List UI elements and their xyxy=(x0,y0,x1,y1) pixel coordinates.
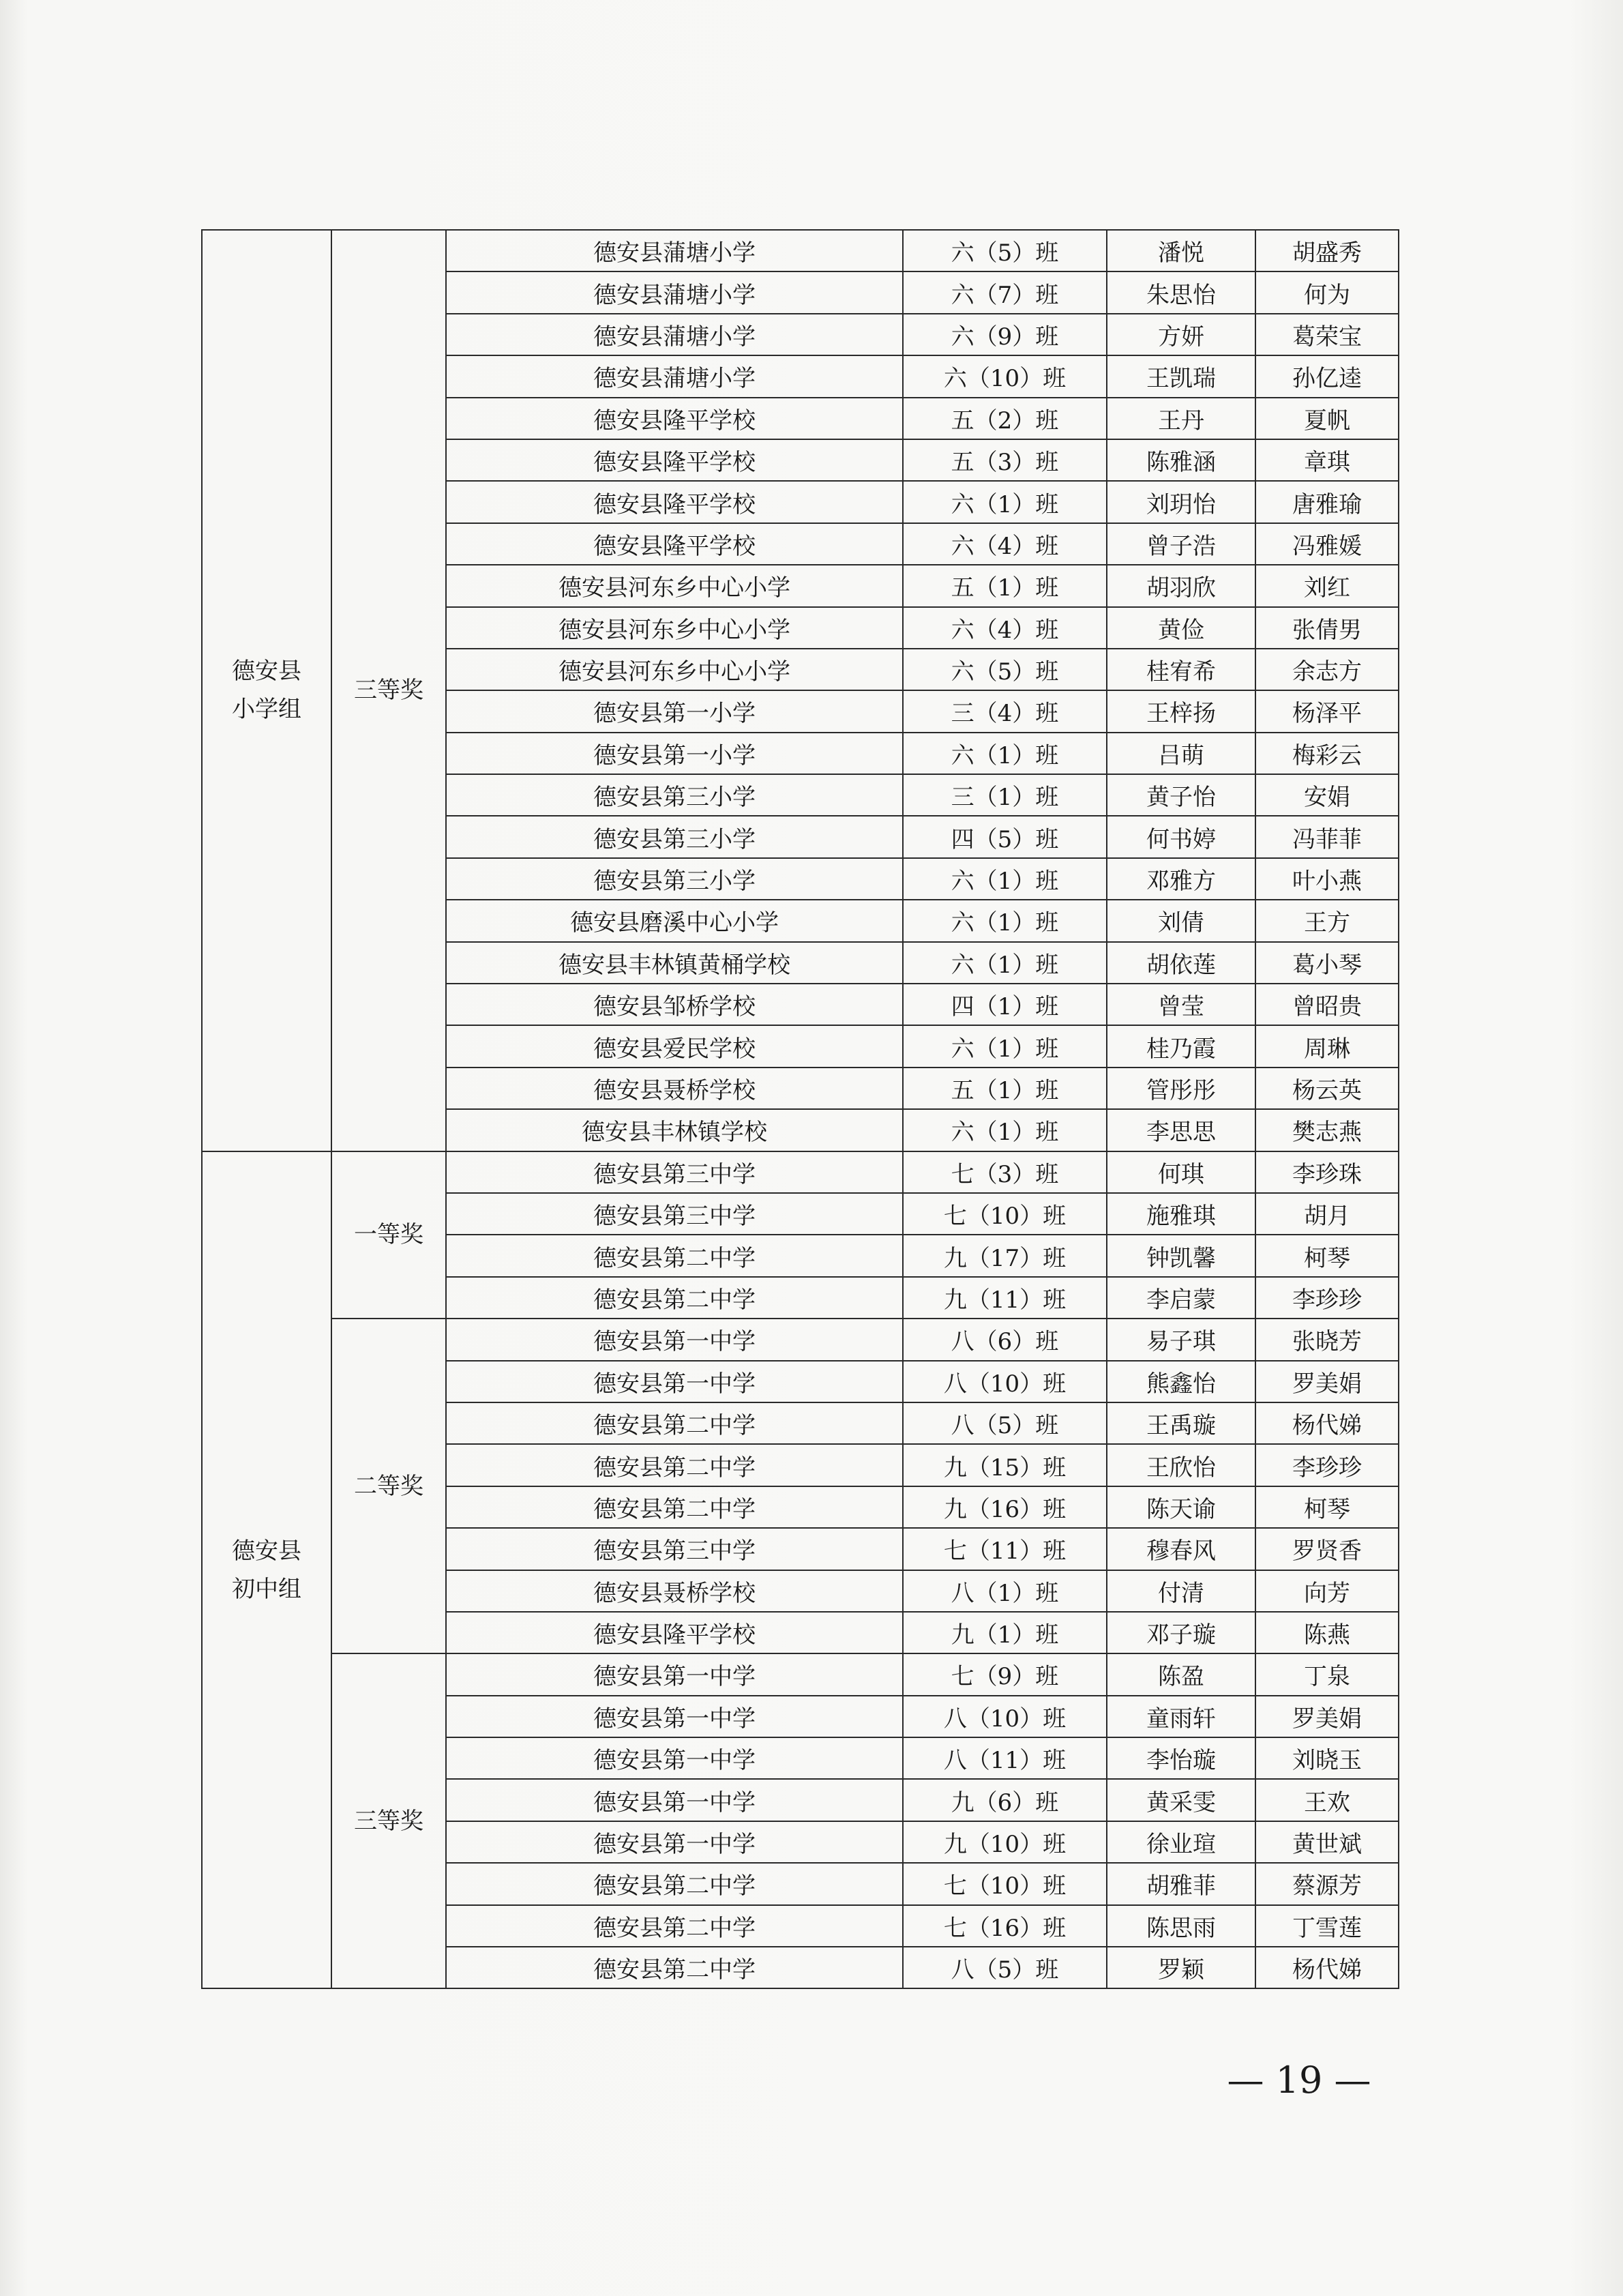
school-cell: 德安县河东乡中心小学 xyxy=(446,607,903,649)
table-row xyxy=(202,1653,1399,1695)
school-cell: 德安县第一中学 xyxy=(446,1737,903,1779)
school-cell: 德安县第二中学 xyxy=(446,1277,903,1319)
teacher-cell: 丁泉 xyxy=(1255,1653,1399,1695)
class-cell: 八（10）班 xyxy=(903,1361,1107,1402)
teacher-cell: 杨泽平 xyxy=(1255,690,1399,732)
class-cell: 六（4）班 xyxy=(903,607,1107,649)
class-cell: 六（10）班 xyxy=(903,355,1107,397)
student-cell: 穆春风 xyxy=(1107,1528,1255,1570)
teacher-cell: 胡盛秀 xyxy=(1255,230,1399,271)
school-cell: 德安县邹桥学校 xyxy=(446,984,903,1025)
teacher-cell: 刘红 xyxy=(1255,565,1399,606)
teacher-cell: 张倩男 xyxy=(1255,607,1399,649)
class-cell: 八（11）班 xyxy=(903,1737,1107,1779)
teacher-cell: 章琪 xyxy=(1255,439,1399,481)
student-cell: 王丹 xyxy=(1107,398,1255,439)
class-cell: 九（10）班 xyxy=(903,1821,1107,1863)
teacher-cell: 冯菲菲 xyxy=(1255,816,1399,857)
school-cell: 德安县第二中学 xyxy=(446,1905,903,1947)
student-cell: 邓雅方 xyxy=(1107,858,1255,900)
awards-table xyxy=(201,229,1399,1989)
teacher-cell: 曾昭贵 xyxy=(1255,984,1399,1025)
class-cell: 三（4）班 xyxy=(903,690,1107,732)
table-row xyxy=(202,1151,1399,1193)
student-cell: 曾子浩 xyxy=(1107,523,1255,565)
student-cell: 何书婷 xyxy=(1107,816,1255,857)
class-cell: 八（5）班 xyxy=(903,1402,1107,1444)
teacher-cell: 杨代娣 xyxy=(1255,1947,1399,1988)
prize-cell: 二等奖 xyxy=(331,1319,446,1653)
teacher-cell: 何为 xyxy=(1255,271,1399,313)
student-cell: 潘悦 xyxy=(1107,230,1255,271)
school-cell: 德安县隆平学校 xyxy=(446,523,903,565)
class-cell: 六（5）班 xyxy=(903,230,1107,271)
class-cell: 六（1）班 xyxy=(903,481,1107,523)
group-label-line1: 德安县 xyxy=(232,658,301,686)
school-cell: 德安县第一小学 xyxy=(446,690,903,732)
student-cell: 曾莹 xyxy=(1107,984,1255,1025)
teacher-cell: 李珍珍 xyxy=(1255,1444,1399,1486)
student-cell: 陈盈 xyxy=(1107,1653,1255,1695)
school-cell: 德安县蒲塘小学 xyxy=(446,271,903,313)
class-cell: 六（1）班 xyxy=(903,1025,1107,1067)
school-cell: 德安县蒲塘小学 xyxy=(446,314,903,355)
prize-cell: 三等奖 xyxy=(331,230,446,1151)
school-cell: 德安县第三中学 xyxy=(446,1151,903,1193)
school-cell: 德安县聂桥学校 xyxy=(446,1570,903,1612)
awards-table-body xyxy=(202,230,1399,1988)
school-cell: 德安县隆平学校 xyxy=(446,481,903,523)
school-cell: 德安县第三中学 xyxy=(446,1528,903,1570)
school-cell: 德安县丰林镇黄桶学校 xyxy=(446,942,903,984)
student-cell: 陈天谕 xyxy=(1107,1486,1255,1528)
school-cell: 德安县第一中学 xyxy=(446,1361,903,1402)
teacher-cell: 夏帆 xyxy=(1255,398,1399,439)
teacher-cell: 柯琴 xyxy=(1255,1486,1399,1528)
class-cell: 六（1）班 xyxy=(903,858,1107,900)
class-cell: 七（11）班 xyxy=(903,1528,1107,1570)
student-cell: 桂宥希 xyxy=(1107,649,1255,690)
school-cell: 德安县第一中学 xyxy=(446,1821,903,1863)
teacher-cell: 周琳 xyxy=(1255,1025,1399,1067)
school-cell: 德安县第三小学 xyxy=(446,858,903,900)
student-cell: 钟凯馨 xyxy=(1107,1235,1255,1276)
teacher-cell: 向芳 xyxy=(1255,1570,1399,1612)
school-cell: 德安县丰林镇学校 xyxy=(446,1109,903,1151)
school-cell: 德安县第二中学 xyxy=(446,1402,903,1444)
school-cell: 德安县第一中学 xyxy=(446,1696,903,1737)
student-cell: 李思思 xyxy=(1107,1109,1255,1151)
teacher-cell: 叶小燕 xyxy=(1255,858,1399,900)
class-cell: 五（1）班 xyxy=(903,565,1107,606)
student-cell: 王禹璇 xyxy=(1107,1402,1255,1444)
school-cell: 德安县第一中学 xyxy=(446,1653,903,1695)
school-cell: 德安县隆平学校 xyxy=(446,1612,903,1653)
school-cell: 德安县第三小学 xyxy=(446,774,903,816)
class-cell: 七（10）班 xyxy=(903,1193,1107,1235)
class-cell: 五（1）班 xyxy=(903,1068,1107,1109)
class-cell: 四（1）班 xyxy=(903,984,1107,1025)
class-cell: 九（17）班 xyxy=(903,1235,1107,1276)
class-cell: 九（6）班 xyxy=(903,1779,1107,1821)
student-cell: 李启蒙 xyxy=(1107,1277,1255,1319)
teacher-cell: 李珍珍 xyxy=(1255,1277,1399,1319)
school-cell: 德安县河东乡中心小学 xyxy=(446,565,903,606)
teacher-cell: 唐雅瑜 xyxy=(1255,481,1399,523)
teacher-cell: 陈燕 xyxy=(1255,1612,1399,1653)
student-cell: 陈雅涵 xyxy=(1107,439,1255,481)
school-cell: 德安县聂桥学校 xyxy=(446,1068,903,1109)
student-cell: 朱思怡 xyxy=(1107,271,1255,313)
school-cell: 德安县第一中学 xyxy=(446,1319,903,1360)
school-cell: 德安县隆平学校 xyxy=(446,398,903,439)
student-cell: 黄俭 xyxy=(1107,607,1255,649)
class-cell: 八（1）班 xyxy=(903,1570,1107,1612)
school-cell: 德安县第一中学 xyxy=(446,1779,903,1821)
class-cell: 六（7）班 xyxy=(903,271,1107,313)
school-cell: 德安县爱民学校 xyxy=(446,1025,903,1067)
school-cell: 德安县隆平学校 xyxy=(446,439,903,481)
class-cell: 九（16）班 xyxy=(903,1486,1107,1528)
teacher-cell: 安娟 xyxy=(1255,774,1399,816)
prize-cell: 一等奖 xyxy=(331,1151,446,1319)
school-cell: 德安县河东乡中心小学 xyxy=(446,649,903,690)
school-cell: 德安县第二中学 xyxy=(446,1863,903,1904)
student-cell: 付清 xyxy=(1107,1570,1255,1612)
student-cell: 陈思雨 xyxy=(1107,1905,1255,1947)
school-cell: 德安县蒲塘小学 xyxy=(446,355,903,397)
student-cell: 徐业瑄 xyxy=(1107,1821,1255,1863)
student-cell: 王凯瑞 xyxy=(1107,355,1255,397)
student-cell: 桂乃霞 xyxy=(1107,1025,1255,1067)
student-cell: 李怡璇 xyxy=(1107,1737,1255,1779)
class-cell: 六（1）班 xyxy=(903,900,1107,941)
teacher-cell: 胡月 xyxy=(1255,1193,1399,1235)
class-cell: 八（5）班 xyxy=(903,1947,1107,1988)
class-cell: 七（3）班 xyxy=(903,1151,1107,1193)
student-cell: 王梓扬 xyxy=(1107,690,1255,732)
student-cell: 方妍 xyxy=(1107,314,1255,355)
teacher-cell: 李珍珠 xyxy=(1255,1151,1399,1193)
class-cell: 八（10）班 xyxy=(903,1696,1107,1737)
student-cell: 何琪 xyxy=(1107,1151,1255,1193)
teacher-cell: 杨云英 xyxy=(1255,1068,1399,1109)
class-cell: 六（9）班 xyxy=(903,314,1107,355)
page-number: — 19 — xyxy=(1227,2059,1371,2102)
school-cell: 德安县磨溪中心小学 xyxy=(446,900,903,941)
teacher-cell: 余志方 xyxy=(1255,649,1399,690)
student-cell: 胡羽欣 xyxy=(1107,565,1255,606)
school-cell: 德安县蒲塘小学 xyxy=(446,230,903,271)
class-cell: 八（6）班 xyxy=(903,1319,1107,1360)
student-cell: 王欣怡 xyxy=(1107,1444,1255,1486)
teacher-cell: 樊志燕 xyxy=(1255,1109,1399,1151)
school-cell: 德安县第二中学 xyxy=(446,1486,903,1528)
teacher-cell: 葛小琴 xyxy=(1255,942,1399,984)
teacher-cell: 蔡源芳 xyxy=(1255,1863,1399,1904)
teacher-cell: 柯琴 xyxy=(1255,1235,1399,1276)
teacher-cell: 刘晓玉 xyxy=(1255,1737,1399,1779)
class-cell: 五（3）班 xyxy=(903,439,1107,481)
teacher-cell: 冯雅媛 xyxy=(1255,523,1399,565)
teacher-cell: 王方 xyxy=(1255,900,1399,941)
class-cell: 六（1）班 xyxy=(903,942,1107,984)
class-cell: 七（10）班 xyxy=(903,1863,1107,1904)
student-cell: 黄采雯 xyxy=(1107,1779,1255,1821)
class-cell: 九（11）班 xyxy=(903,1277,1107,1319)
student-cell: 管彤彤 xyxy=(1107,1068,1255,1109)
class-cell: 七（9）班 xyxy=(903,1653,1107,1695)
teacher-cell: 丁雪莲 xyxy=(1255,1905,1399,1947)
school-cell: 德安县第三中学 xyxy=(446,1193,903,1235)
group-cell xyxy=(202,1151,331,1989)
class-cell: 六（4）班 xyxy=(903,523,1107,565)
teacher-cell: 杨代娣 xyxy=(1255,1402,1399,1444)
class-cell: 七（16）班 xyxy=(903,1905,1107,1947)
student-cell: 黄子怡 xyxy=(1107,774,1255,816)
student-cell: 童雨轩 xyxy=(1107,1696,1255,1737)
school-cell: 德安县第一小学 xyxy=(446,733,903,774)
student-cell: 胡雅菲 xyxy=(1107,1863,1255,1904)
class-cell: 三（1）班 xyxy=(903,774,1107,816)
class-cell: 六（1）班 xyxy=(903,733,1107,774)
class-cell: 四（5）班 xyxy=(903,816,1107,857)
student-cell: 刘倩 xyxy=(1107,900,1255,941)
teacher-cell: 罗贤香 xyxy=(1255,1528,1399,1570)
student-cell: 施雅琪 xyxy=(1107,1193,1255,1235)
student-cell: 吕萌 xyxy=(1107,733,1255,774)
class-cell: 六（1）班 xyxy=(903,1109,1107,1151)
student-cell: 易子琪 xyxy=(1107,1319,1255,1360)
teacher-cell: 罗美娟 xyxy=(1255,1696,1399,1737)
student-cell: 胡依莲 xyxy=(1107,942,1255,984)
school-cell: 德安县第二中学 xyxy=(446,1444,903,1486)
class-cell: 六（5）班 xyxy=(903,649,1107,690)
teacher-cell: 黄世斌 xyxy=(1255,1821,1399,1863)
class-cell: 九（15）班 xyxy=(903,1444,1107,1486)
teacher-cell: 葛荣宝 xyxy=(1255,314,1399,355)
school-cell: 德安县第二中学 xyxy=(446,1947,903,1988)
student-cell: 刘玥怡 xyxy=(1107,481,1255,523)
class-cell: 九（1）班 xyxy=(903,1612,1107,1653)
school-cell: 德安县第二中学 xyxy=(446,1235,903,1276)
student-cell: 罗颖 xyxy=(1107,1947,1255,1988)
table-row xyxy=(202,230,1399,271)
group-cell xyxy=(202,230,331,1151)
school-cell: 德安县第三小学 xyxy=(446,816,903,857)
teacher-cell: 孙亿逵 xyxy=(1255,355,1399,397)
student-cell: 熊鑫怡 xyxy=(1107,1361,1255,1402)
teacher-cell: 梅彩云 xyxy=(1255,733,1399,774)
group-label-line2: 小学组 xyxy=(232,696,301,724)
table-row xyxy=(202,1319,1399,1360)
teacher-cell: 王欢 xyxy=(1255,1779,1399,1821)
group-label-line2: 初中组 xyxy=(232,1575,301,1603)
teacher-cell: 罗美娟 xyxy=(1255,1361,1399,1402)
class-cell: 五（2）班 xyxy=(903,398,1107,439)
group-label-line1: 德安县 xyxy=(232,1537,301,1565)
prize-cell: 三等奖 xyxy=(331,1653,446,1988)
student-cell: 邓子璇 xyxy=(1107,1612,1255,1653)
teacher-cell: 张晓芳 xyxy=(1255,1319,1399,1360)
